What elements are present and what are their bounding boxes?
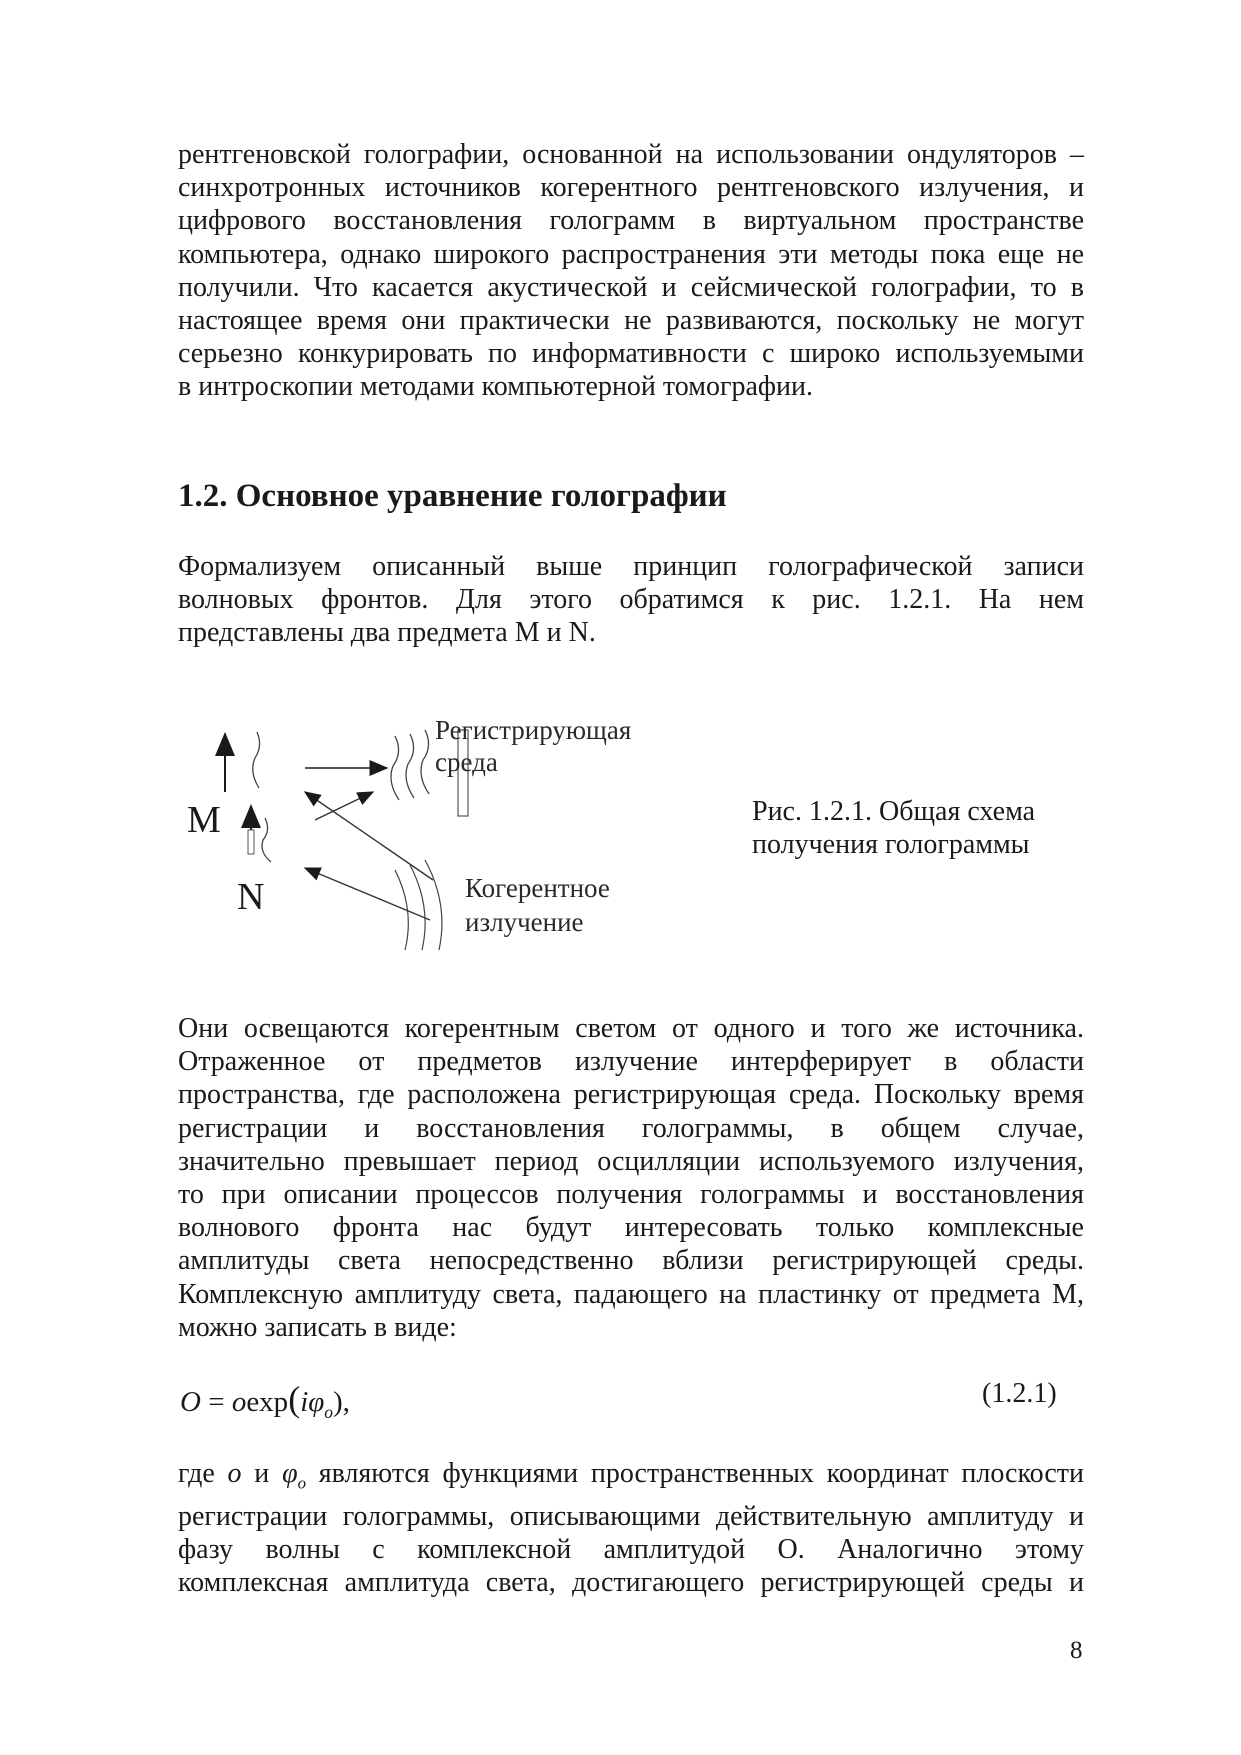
label-coherent-radiation: Когерентное — [465, 873, 610, 903]
text-line: где o и $\varphi_o$ являются функциями пространственных координат плоскости — [178, 1458, 1084, 1493]
equation-1-2-1: $O = oexp(i\varphi_o)$, — [180, 1379, 350, 1422]
text-line: серьезно конкурировать по информативности с широко используемыми — [178, 338, 1084, 370]
text-line: компьютера, однако широкого распространения эти методы пока еще не — [178, 238, 1084, 270]
text-line: фазу волны с комплексной амплитудой О. Аналогично этому — [178, 1534, 1084, 1565]
section-heading: 1.2. Основное уравнение голографии — [178, 478, 727, 514]
amplitude-paragraph — [178, 1457, 1084, 1599]
text-line: синхротронных источников когерентного рентгеновского излучения, и — [178, 172, 1084, 204]
intro-paragraph — [178, 138, 1084, 404]
text-line: волновых фронтов. Для этого обратимся к рис. 1.2.1. На нем — [178, 584, 1084, 616]
hologram-scheme-figure — [187, 715, 695, 960]
label-recording-medium: Регистрирующая — [435, 715, 632, 745]
text-line: Отраженное от предметов излучение интерферирует в области — [178, 1046, 1084, 1078]
label-object-n: N — [237, 876, 265, 918]
page-number: 8 — [1070, 1637, 1083, 1664]
label-recording-medium-2: среда — [435, 747, 498, 777]
text-line: Комплексную амплитуду света, падающего на пластинку от предмета М, — [178, 1278, 1084, 1310]
text-line: регистрации голограммы, описывающими действительную амплитуду и — [178, 1500, 1084, 1532]
formalize-paragraph — [178, 550, 1084, 650]
text-line: в интроскопии методами компьютерной томографии. — [178, 371, 813, 403]
caption-line: Рис. 1.2.1. Общая схема — [752, 796, 1036, 827]
text-line: Формализуем описанный выше принцип голографической записи — [178, 551, 1084, 582]
text-line: цифрового восстановления голограмм в виртуальном пространстве — [178, 205, 1084, 237]
caption-line: получения голограммы — [752, 829, 1030, 860]
figure-caption — [752, 795, 1035, 861]
label-coherent-radiation-2: излучение — [465, 907, 584, 937]
text-line: рентгеновской голографии, основанной на использовании ондуляторов – — [178, 139, 1084, 170]
illumination-arrow-n — [305, 868, 430, 920]
text-line: настоящее время они практически не развиваются, поскольку не могут — [178, 305, 1084, 337]
illumination-arrow-m — [305, 792, 433, 880]
illumination-paragraph — [178, 1012, 1084, 1344]
text-line: волнового фронта нас будут интересовать только комплексные — [178, 1212, 1084, 1244]
text-line: регистрации и восстановления голограммы, в общем случае, — [178, 1112, 1084, 1144]
text-line: пространства, где расположена регистрирующая среда. Поскольку время — [178, 1079, 1084, 1111]
object-n-body — [248, 830, 254, 854]
label-object-m: M — [187, 799, 221, 841]
text-line: Они освещаются когерентным светом от одного и того же источника. — [178, 1013, 1084, 1044]
text-line: то при описании процессов получения голограммы и восстановления — [178, 1179, 1084, 1211]
text-line: комплексная амплитуда света, достигающего регистрирующей среды и — [178, 1567, 1084, 1599]
text-line: значительно превышает период осцилляции используемого излучения, — [178, 1145, 1084, 1177]
text-line: можно записать в виде: — [178, 1311, 457, 1343]
text-line: амплитуды света непосредственно вблизи регистрирующей среды. — [178, 1245, 1084, 1277]
equation-number: (1.2.1) — [982, 1378, 1057, 1409]
text-line: представлены два предмета M и N. — [178, 617, 596, 649]
reference-beam-arrow — [315, 792, 373, 820]
text-line: получили. Что касается акустической и сейсмической голографии, то в — [178, 271, 1084, 303]
